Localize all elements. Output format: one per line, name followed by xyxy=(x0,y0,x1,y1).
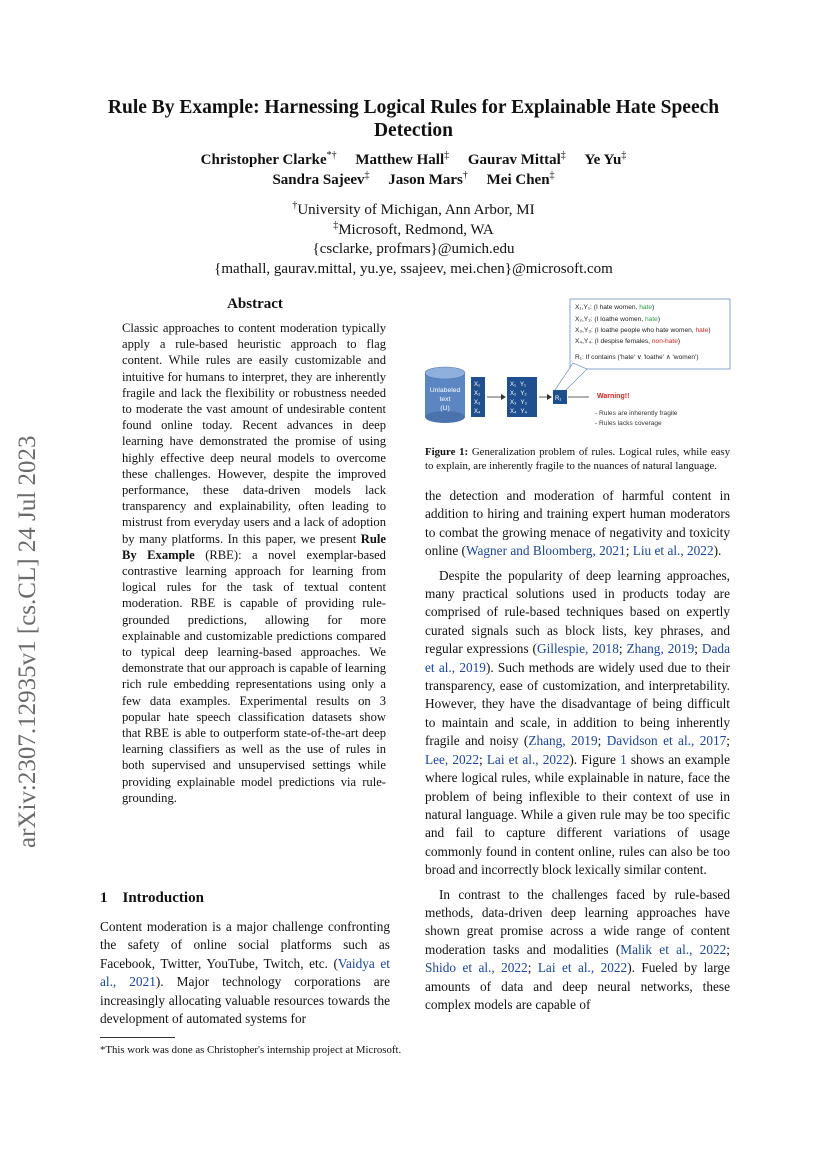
author-mark: † xyxy=(462,170,468,181)
db-label: Unlabeled xyxy=(429,387,461,394)
body-text: Content moderation is a major challenge confronting the safety of online social platforms such as Facebook, Twitter, YouTube, Twitch, etc. ( xyxy=(100,919,390,971)
body-text: ). Such methods are widely used due to their transparency, ease of customization, and interpretability. However, they have the disadvantage of being difficult to maintain and scale, in addition to being inherently fragile and noisy ( xyxy=(425,659,731,749)
warning-bullet: - Rules are inherently fragile xyxy=(595,410,678,417)
title-line-2: Detection xyxy=(373,120,454,141)
citation-link[interactable]: Vaidya et al., 2021 xyxy=(100,955,390,990)
body-text: ; xyxy=(694,641,702,657)
paragraph xyxy=(425,886,730,1015)
title-line-1: Rule By Example: Harnessing Logical Rules for Explainable Hate Speech xyxy=(107,97,720,118)
xy-item: X₃ Y₃ xyxy=(510,400,527,406)
body-text: ; xyxy=(726,941,730,957)
intro-left-paragraph xyxy=(100,918,390,1028)
author-name: Jason Mars xyxy=(388,172,463,188)
author-mark: ‡ xyxy=(444,150,450,161)
author-mark: ‡ xyxy=(364,170,370,181)
body-text: ). Figure xyxy=(569,751,621,767)
abstract-heading: Abstract xyxy=(227,296,283,312)
author-line-1 xyxy=(90,150,737,170)
caption-label: Figure 1: xyxy=(425,446,469,458)
author-mark: ‡ xyxy=(560,150,566,161)
abstract-method-name: Rule By Example xyxy=(122,531,386,562)
citation-link[interactable]: Gillespie, 2018 xyxy=(536,641,619,657)
paragraph xyxy=(425,567,730,880)
arrow-head xyxy=(547,394,552,400)
body-text: Despite the popularity of deep learning approaches, many practical solutions used in products today are comprised of rule-based techniques based on expertly curated signals such as block lists, key phrases, and regular expressions ( xyxy=(425,567,730,657)
author-line-2 xyxy=(90,170,737,190)
rule-text: R₁: If contains ('hate' ∨ 'loathe' ∧ 'women') xyxy=(575,354,699,361)
body-text: ; xyxy=(726,733,730,749)
email-umich: {csclarke, profmars}@umich.edu xyxy=(312,241,515,257)
email-microsoft: {mathall, gaurav.mittal, yu.ye, ssajeev, mei.chen}@microsoft.com xyxy=(214,260,613,277)
example-1: X₁,Y₁: (I hate women, hate) xyxy=(575,304,655,311)
db-label: text xyxy=(439,396,451,403)
warning-label: Warning!! xyxy=(597,393,630,400)
body-text: shows an example where logical rules, while explainable in nature, face the problem of being inflexible to their context of use in natural language. While a given rule may be too specific and fail to capture different variations of usage commonly found in content online, rules can also be too broad and incorrectly block lexically similar content. xyxy=(425,751,730,878)
author-name: Gaurav Mittal xyxy=(467,152,561,168)
citation-link[interactable]: Malik et al., 2022 xyxy=(620,941,727,957)
example-4: X₄,Y₄: (I despise females, non-hate) xyxy=(575,338,681,345)
author-mark: ‡ xyxy=(549,170,555,181)
x-item: X₃ xyxy=(474,400,481,406)
body-text: ; xyxy=(618,641,627,657)
citation-link[interactable]: Davidson et al., 2017 xyxy=(606,733,727,749)
xy-item: X₄ Y₄ xyxy=(510,409,527,415)
citation-link[interactable]: Lai et al., 2022 xyxy=(537,960,628,976)
figure-1 xyxy=(425,297,735,435)
xy-column xyxy=(507,377,537,417)
xy-item: X₁ Y₁ xyxy=(510,382,527,388)
citation-link[interactable]: Liu et al., 2022 xyxy=(632,543,714,559)
arxiv-identifier: arXiv:2307.12935v1 [cs.CL] 24 Jul 2023 xyxy=(14,435,41,848)
author-mark: ‡ xyxy=(621,150,627,161)
affiliation-mark: † xyxy=(292,200,298,211)
section-number: 1 xyxy=(100,890,108,906)
body-text: ; xyxy=(625,543,633,559)
abstract-body xyxy=(122,320,386,806)
paper-title xyxy=(90,96,737,142)
example-3: X₃,Y₃: (I loathe people who hate women, hate) xyxy=(575,327,711,334)
affiliation-text: Microsoft, Redmond, WA xyxy=(338,221,494,238)
author-name: Sandra Sajeev xyxy=(272,172,365,188)
citation-link[interactable]: Shido et al., 2022 xyxy=(425,960,528,976)
author-mark: *† xyxy=(326,150,337,161)
footnote-rule xyxy=(100,1037,175,1038)
citation-link[interactable]: Lee, 2022 xyxy=(425,751,479,767)
body-text: ). Fueled by large amounts of data and deep neural networks, these complex models are capable of xyxy=(425,960,730,1012)
affiliations xyxy=(90,201,737,279)
x-column xyxy=(471,377,485,417)
citation-link[interactable]: Dada et al., 2019 xyxy=(425,641,730,675)
figure-reference-link[interactable]: 1 xyxy=(620,751,627,767)
section-heading-introduction xyxy=(100,890,204,907)
example-2: X₂,Y₂: (I loathe women, hate) xyxy=(575,316,661,323)
affiliation-text: University of Michigan, Ann Arbor, MI xyxy=(297,202,535,218)
citation-link[interactable]: Wagner and Bloomberg, 2021 xyxy=(466,543,626,559)
body-text: ; xyxy=(478,751,487,767)
caption-text: Generalization problem of rules. Logical rules, while easy to explain, are inherently fragile to the nuances of natural language. xyxy=(425,446,730,472)
unlabeled-text-database xyxy=(425,367,465,423)
body-text: ). Major technology corporations are increasingly allocating valuable resources towards the development of automated systems for xyxy=(100,974,390,1027)
x-item: X₄ xyxy=(474,409,481,415)
citation-link[interactable]: Zhang, 2019 xyxy=(528,733,598,749)
author-name: Christopher Clarke xyxy=(200,152,327,168)
body-text: In contrast to the challenges faced by rule-based methods, data-driven deep learning approaches have shown great promise across a wide range of content moderation tasks and modalities ( xyxy=(425,886,730,957)
xy-item: X₂ Y₂ xyxy=(510,391,527,397)
author-name: Ye Yu xyxy=(584,152,622,168)
section-title: Introduction xyxy=(122,890,204,906)
figure-1-caption xyxy=(425,446,730,473)
paragraph xyxy=(425,487,730,561)
abstract-text-2: (RBE): a novel exemplar-based contrastive learning approach for learning from logical rules for the task of textual content moderation. RBE is capable of providing rule-grounded predictions, allowing for more explainable and customizable predictions compared to typical deep learning-based approaches. We demonstrate that our approach is capable of learning rich rule embedding representations using only a few data examples. Experimental results on 3 popular hate speech classification datasets show that RBE is able to outperform state-of-the-art deep learning classifiers as well as the use of rules in both supervised and unsupervised settings while providing explainable model predictions via rule-grounding. xyxy=(122,547,387,805)
author-name: Matthew Hall xyxy=(355,152,445,168)
affiliation-mark: ‡ xyxy=(333,219,339,231)
footnote: *This work was done as Christopher's internship project at Microsoft. xyxy=(100,1044,402,1056)
arrow-head xyxy=(501,394,506,400)
author-list xyxy=(90,150,737,190)
body-text: ; xyxy=(597,733,607,749)
x-item: X₂ xyxy=(474,391,481,397)
citation-link[interactable]: Lai et al., 2022 xyxy=(486,751,570,767)
db-label: (U) xyxy=(440,405,450,412)
author-name: Mei Chen xyxy=(486,172,550,188)
x-item: X₁ xyxy=(474,382,481,388)
figure-1-diagram xyxy=(425,297,735,435)
affiliation-umich xyxy=(90,201,737,221)
body-text: ). xyxy=(713,543,722,559)
citation-link[interactable]: Zhang, 2019 xyxy=(626,641,695,657)
abstract-text-1: Classic approaches to content moderation typically apply a rule-based heuristic approach to flag content. While rules are easily customizable and intuitive for humans to interpret, they are inherently fragile and lack the flexibility or robustness needed to moderate the vast amount of undesirable content found online today. Recent advances in deep learning have demonstrated the promise of using highly effective deep neural models to overcome these challenges. However, despite the improved performance, these data-driven models lack transparency and explainability, often leading to mistrust from everyday users and a lack of adoption by many platforms. In this paper, we present xyxy=(122,321,386,546)
body-text: the detection and moderation of harmful content in addition to hiring and training expert human moderators to combat the growing menace of negativity and toxicity online ( xyxy=(425,488,730,559)
affiliation-microsoft xyxy=(90,221,737,241)
warning-bullet: - Rules lacks coverage xyxy=(595,420,662,427)
body-text: ; xyxy=(527,960,538,976)
right-column-body xyxy=(425,487,730,1014)
rule-box-label: R₁ xyxy=(555,396,562,402)
